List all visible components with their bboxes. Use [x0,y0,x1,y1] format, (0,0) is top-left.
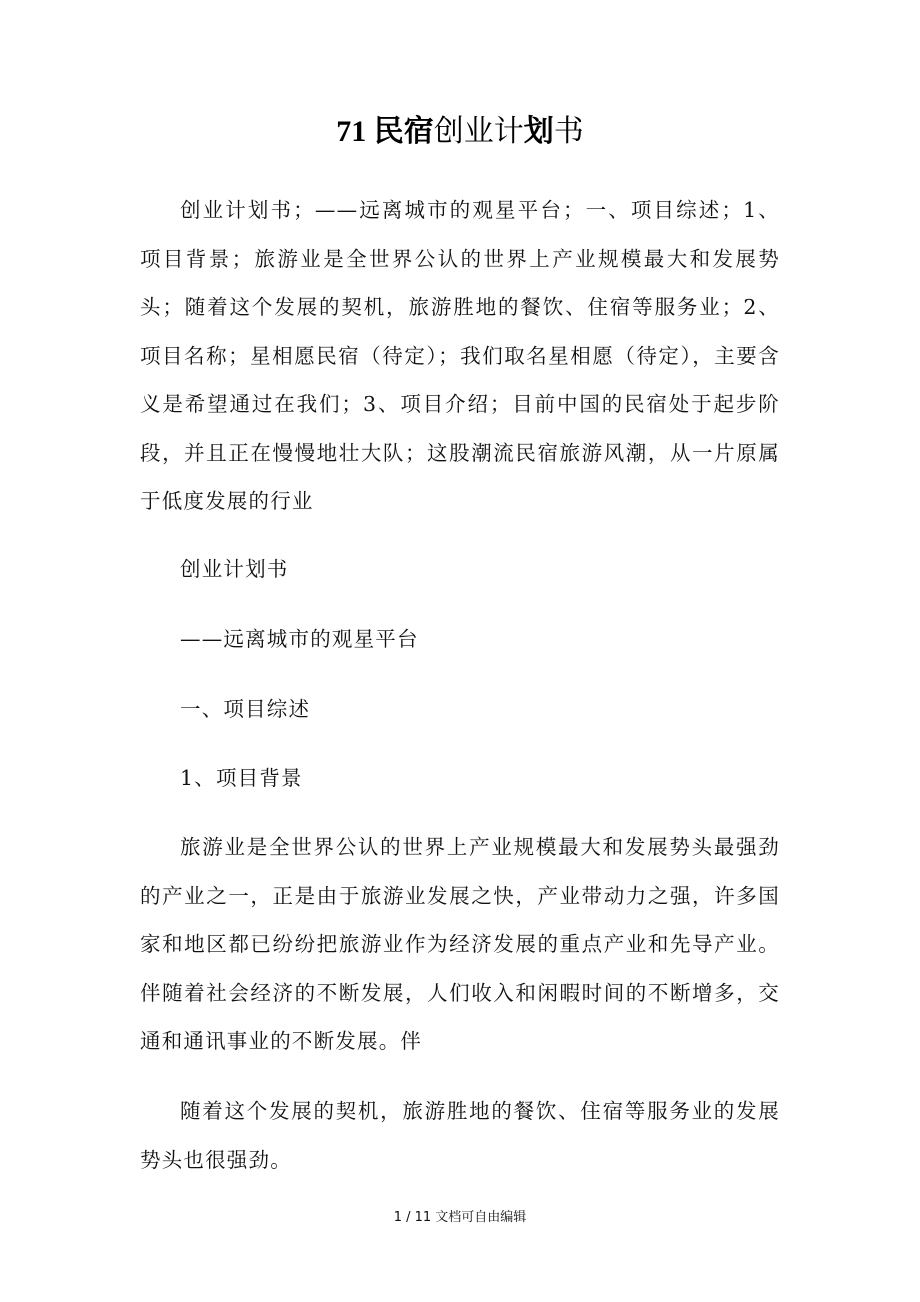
background-paragraph-block [140,823,780,1066]
background-paragraph: 旅游业是全世界公认的世界上产业规模最大和发展势头最强劲的产业之一，正是由于旅游业发展之快，产业带动力之强，许多国家和地区都已纷纷把旅游业作为经济发展的重点产业和先导产业。伴随着社会经济的不断发展，人们收入和闲暇时间的不断增多，交通和通讯事业的不断发展。伴 [140,835,780,1053]
document-title [0,112,920,152]
title-light-part-2: 书 [553,114,584,149]
title-bold-part: 民宿 [373,114,434,149]
subsection-heading-block [140,754,780,803]
section-heading-block [140,685,780,734]
section-heading-overview: 一、项目综述 [180,697,311,721]
page-footer: 1 / 11 文档可自由编辑 [393,1210,527,1225]
summary-paragraph: 创业计划书；——远离城市的观星平台；一、项目综述；1、项目背景；旅游业是全世界公认的世界上产业规模最大和发展势头；随着这个发展的契机，旅游胜地的餐饮、住宿等服务业；2、项目名称；星相愿民宿（待定）；我们取名星相愿（待定），主要含义是希望通过在我们；3、项目介绍；目前中国的民宿处于起步阶段，并且正在慢慢地壮大队；这股潮流民宿旅游风潮，从一片原属于低度发展的行业 [140,198,780,513]
title-bold-part-2: 划 [523,114,554,149]
heading-block [140,545,780,594]
section-subtitle: ——远离城市的观星平台 [180,627,419,651]
subsection-heading-background: 1、项目背景 [180,766,303,790]
subtitle-block [140,615,780,664]
opportunity-paragraph-block [140,1087,780,1184]
title-number: 71 [336,115,374,148]
summary-paragraph-block [140,186,780,526]
section-heading-plan: 创业计划书 [180,557,289,581]
opportunity-paragraph: 随着这个发展的契机，旅游胜地的餐饮、住宿等服务业的发展势头也很强劲。 [140,1099,780,1172]
title-light-part: 创业计 [433,114,524,149]
